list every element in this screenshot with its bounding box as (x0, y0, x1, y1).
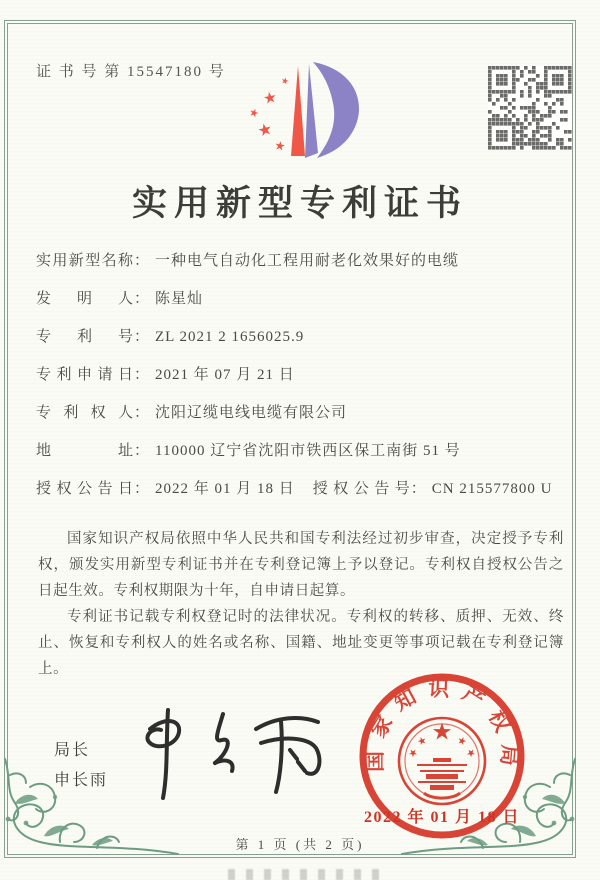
colon: ： (134, 443, 151, 459)
legal-text (38, 526, 564, 682)
signer-name: 申长雨 (54, 772, 109, 789)
field-label: 专利申请日 (36, 367, 134, 383)
field-value: 沈阳辽缆电线电缆有限公司 (155, 405, 348, 421)
field-value: 陈星灿 (155, 291, 204, 307)
seal-date: 2022 年 01 月 18 日 (364, 809, 521, 826)
field-value: 一种电气自动化工程用耐老化效果好的电缆 (155, 253, 460, 269)
colon: ： (410, 481, 427, 497)
field-row-patentee (36, 402, 564, 425)
field-row-address (36, 440, 564, 463)
legal-paragraph: 国家知识产权局依照中华人民共和国专利法经过初步审查，决定授予专利权，颁发实用新型专利证书并在专利登记簿上予以登记。专利权自授权公告之日起生效。专利权期限为十年，自申请日起算。 (38, 531, 564, 599)
field-row-grant (36, 478, 564, 501)
field-value: ZL 2021 2 1656025.9 (155, 329, 305, 345)
field-label: 授权公告号 (312, 481, 411, 497)
seal-agency-text: 国家知识产权局 (362, 676, 522, 778)
field-label: 专利号 (36, 329, 134, 345)
field-row-filing-date (36, 364, 564, 387)
signer-title: 局长 (54, 742, 91, 759)
field-label: 授权公告日 (36, 481, 134, 497)
field-row-patent-number (36, 326, 564, 349)
field-label: 地址 (36, 443, 134, 459)
qr-code (488, 66, 572, 150)
field-value: 2022 年 01 月 18 日 (155, 481, 295, 497)
field-label: 发明人 (36, 291, 134, 307)
grant-date-pair (36, 478, 308, 501)
photo-cutoff-artifact (228, 869, 388, 880)
field-value: CN 215577800 U (431, 481, 553, 497)
colon: ： (134, 405, 151, 421)
field-row-name (36, 250, 564, 273)
corner-flourish-left (0, 757, 182, 863)
colon: ： (134, 329, 151, 345)
colon: ： (134, 291, 151, 307)
certificate-title: 实用新型专利证书 (131, 184, 468, 223)
colon: ： (134, 367, 151, 383)
certificate-number: 证 书 号 第 15547180 号 (36, 64, 226, 80)
field-row-inventor (36, 288, 564, 311)
colon: ： (134, 253, 151, 269)
cnipa-logo-icon (235, 56, 365, 166)
field-value: 110000 辽宁省沈阳市铁西区保工南街 51 号 (155, 443, 461, 459)
field-list (36, 250, 564, 516)
legal-paragraph: 专利证书记载专利权登记时的法律状况。专利权的转移、质押、无效、终止、恢复和专利权人的姓名或名称、国籍、地址变更等事项记载在专利登记簿上。 (38, 609, 564, 677)
field-label: 专利权人 (36, 405, 134, 421)
field-label: 实用新型名称 (36, 253, 134, 269)
field-value: 2021 年 07 月 21 日 (155, 367, 295, 383)
page-footer: 第 1 页 (共 2 页) (235, 837, 365, 852)
colon: ： (134, 481, 151, 497)
grant-number-pair (313, 481, 553, 497)
